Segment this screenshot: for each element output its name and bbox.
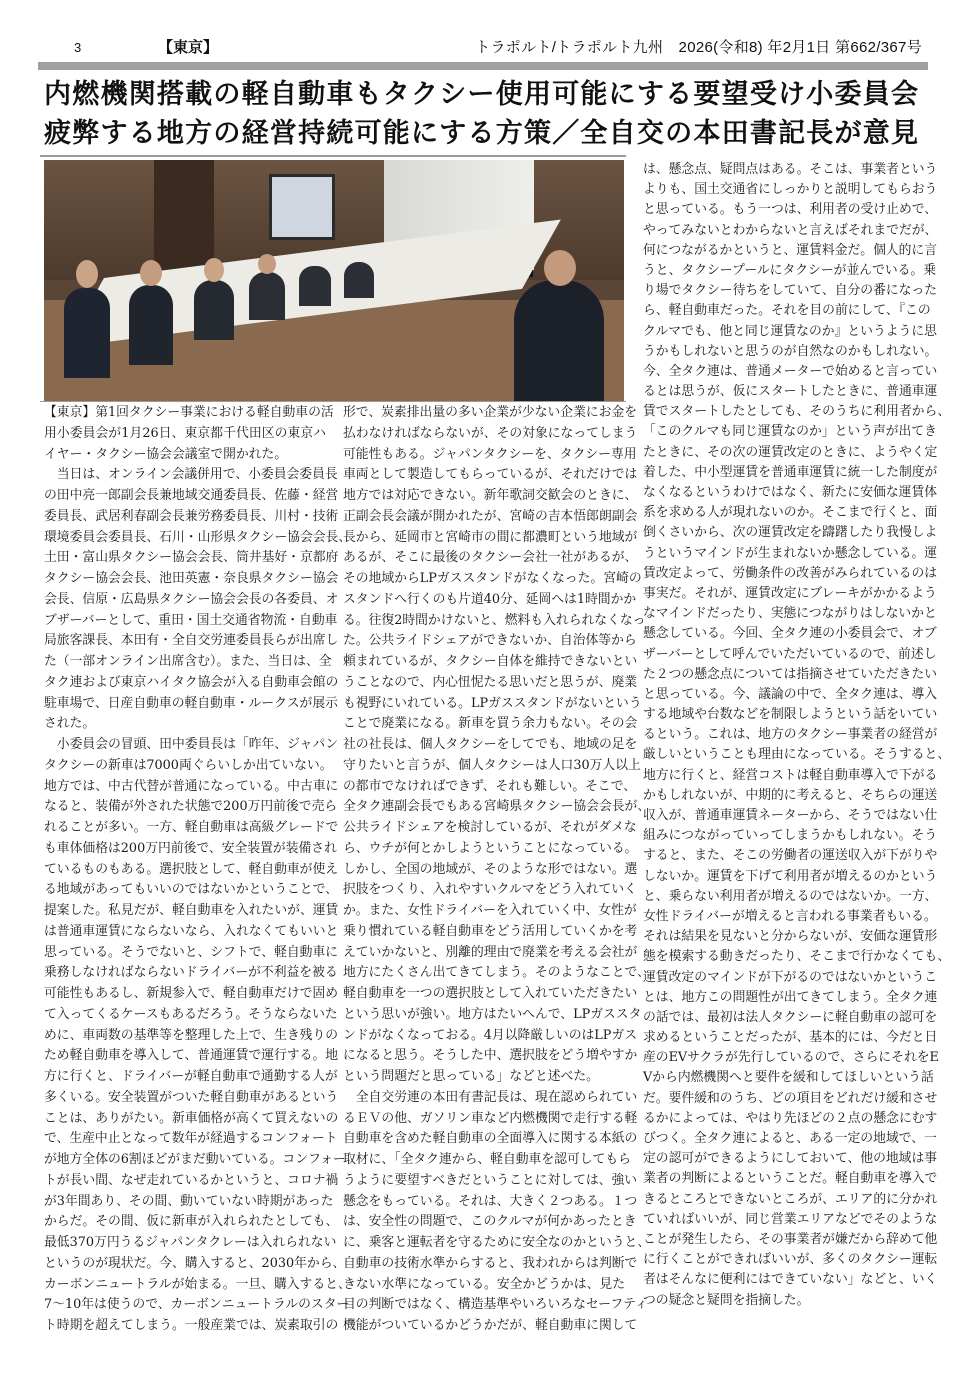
text-line: 地方では、中古代替が普通になっている。中古車に <box>44 778 339 794</box>
text-line: 7～10年は使うので、カーボンニュートラルのスター <box>44 1297 350 1313</box>
text-line: 多くいる。安全装置がついた軽自動車があるという <box>44 1089 339 1105</box>
text-line: うように要望すべきだということに対しては、強い <box>343 1172 638 1188</box>
text-line: 何につながるかというと、運賃料金だ。個人的に言 <box>643 242 938 258</box>
text-line: 収入が、普通車運賃ネーターから、そうではない仕 <box>643 808 938 823</box>
text-line: タクシー協会会長、池田英憲・奈良県タクシー協会 <box>44 571 339 586</box>
text-line: ら、軽自動車だった。それを目の前にして、『この <box>643 303 931 319</box>
text-line: 乗り慣れている軽自動車をどう活用していくかを考 <box>343 923 638 939</box>
text-line: に、乗客と運転者を守るために安全なのかというと、 <box>343 1235 651 1250</box>
article-column-1 <box>44 403 352 1337</box>
text-line: うことなので、内心忸怩たる思いだと思うが、廃業 <box>343 674 638 690</box>
text-line: クルマでも、他と同じ運賃なのか』というように思 <box>643 323 937 339</box>
text-line: すると、また、そこの労働者の運送収入が下がりや <box>643 848 938 864</box>
text-line: るとは思うが、仮にスタートしたときに、普通車運 <box>643 384 938 400</box>
article-column-2 <box>343 403 651 1337</box>
text-line: は、懸念点、疑問点はある。そこは、事業者という <box>643 162 938 177</box>
text-line: なマインドだったり、実態につながりはしないかと <box>643 606 937 622</box>
text-line: 社の社長は、個人タクシーをしてでも、地域の足を <box>343 737 638 752</box>
text-line: ため軽自動車を導入して、普通運賃で運行する。地 <box>44 1048 339 1064</box>
section-label: 【東京】 <box>158 39 219 56</box>
text-line: 系を求める人が現れないのか。そこまで行くと、面 <box>643 505 938 521</box>
text-line: るＥＶの他、ガソリン車など内燃機関で走行する軽 <box>343 1110 638 1126</box>
text-line: 定の認可ができるようにしておいて、他の地域は事 <box>643 1151 938 1167</box>
text-line: 守りたいと言うが、個人タクシーは人口30万人以上 <box>343 757 641 773</box>
text-line: きるところとできないところが、エリア的に分かれ <box>643 1191 938 1207</box>
text-line: り場でタクシー待ちをしていて、自分の番になった <box>643 283 938 299</box>
text-line: ら、ウチが何とかしようということになっている。 <box>343 840 638 856</box>
text-line: 目の判断ではなく、構造基準やいろいろなセーフティ <box>343 1297 648 1313</box>
text-line: きない水準になっている。安全かどうかは、見た <box>343 1276 625 1292</box>
text-line: 形で、炭素排出量の多い企業が少ない企業にお金を <box>343 405 638 420</box>
text-line: その地域からLPガススタンドがなくなった。宮崎の <box>343 571 642 586</box>
paragraph <box>343 403 651 1088</box>
text-line: る。往復2時間かけないと、燃料も入れられなくなっ <box>343 612 646 628</box>
text-line: 長から、延岡市と宮崎市の間に都濃町という地域が <box>343 529 638 545</box>
text-line: やってみないとわからないと言えばそれまでだが、 <box>643 222 938 238</box>
text-line: 【東京】第1回タクシー事業における軽自動車の活 <box>44 405 334 420</box>
text-line: 取材に、「全タク連から、軽自動車を認可してもら <box>343 1152 631 1167</box>
text-line: 当日は、オンライン会議併用で、小委員会委員長 <box>44 467 338 483</box>
text-line: 組みにつながっていってしまうかもしれない。そう <box>643 828 938 844</box>
text-line: で、生産中止となって数年が経過するコンフォート <box>44 1131 338 1147</box>
text-line: 方に行くと、ドライバーが軽自動車で通勤する人が <box>44 1069 338 1084</box>
text-line: つの疑念と疑問を指摘した。 <box>643 1292 810 1308</box>
text-line: 公共ライドシェアを検討しているが、それがダメな <box>343 820 637 835</box>
headline-line-1: 内燃機関搭載の軽自動車もタクシー使用可能にする要望受け小委員会 <box>44 79 918 110</box>
text-line: からだ。その間、仮に新車が入れられたとしても、 <box>44 1214 339 1230</box>
text-line: うかもしれないと思うのが自然なのかもしれない。 <box>643 343 938 359</box>
text-line: びつく。全タク連によると、ある一定の地域で、一 <box>643 1131 937 1146</box>
text-line: 環境委員会委員長、石川・山形県タクシー協会会長、 <box>44 529 352 545</box>
text-line: 懸念している。今回、全タク連の小委員会で、オブ <box>643 626 937 642</box>
text-line: 地方にたくさん出てきてしまう。そのようなことで、 <box>343 965 650 981</box>
text-line: 正副会長会議が開かれたが、宮崎の吉本悟郎朗副会 <box>343 508 638 524</box>
text-line: よりも、国土交通省にしっかりと説明してもらおう <box>643 182 938 198</box>
text-line: 会長、信原・広島県タクシー協会会長の各委員、オ <box>44 591 339 607</box>
header-rule <box>38 62 928 70</box>
text-line: の都市でなければできず、それも難しい。そこで、 <box>343 778 637 794</box>
page-number: 3 <box>74 40 82 55</box>
text-line: 賃でスタートしたとしても、そのうちに利用者から、 <box>643 404 951 420</box>
text-line: ト時期を超えてしまう。一般産業では、炭素取引の <box>44 1318 339 1333</box>
text-line: も視野にいれている。LPガススタンドがないという <box>343 695 642 711</box>
text-line: というのが現状だ。今、購入すると、2030年から、 <box>44 1255 346 1271</box>
text-line: 懸念をもっている。それは、大きく２つある。１つ <box>343 1193 638 1209</box>
text-line: る地域があってもいいのではないかということで、 <box>44 882 338 898</box>
text-line: 産のEVサクラが先行しているので、さらにそれをE <box>643 1050 939 1066</box>
text-line: と思っている。もう一つは、利用者の受け止めで、 <box>643 202 938 218</box>
meeting-photo <box>44 160 624 402</box>
text-line: 着した、中小型運賃を普通車運賃に統一した制度が <box>643 464 938 480</box>
text-line: うと、タクシープールにタクシーが並んでいる。乗 <box>643 262 937 278</box>
text-line: ことで廃業になる。新車を買う余力もない。その会 <box>343 716 638 732</box>
text-line: 駐車場で、日産自動車の軽自動車・ルークスが展示 <box>44 695 338 711</box>
text-line: 軽自動車を一つの選択肢として入れていただきたい <box>343 986 638 1001</box>
text-line: 「このクルマも同じ運賃なのか」という声が出てき <box>643 424 937 440</box>
text-line: 土田・富山県タクシー協会会長、筒井基好・京都府 <box>44 550 339 566</box>
text-line: は普通車運賃にならないなら、入れなくてもいいと <box>44 923 339 939</box>
text-line: しかし、全国の地域が、そのような形ではない。選 <box>343 861 638 877</box>
text-line: カーボンニュートラルが始まる。一旦、購入すると、 <box>44 1276 351 1292</box>
text-line: とは、地方この問題性が出てきてしまう。全タク連 <box>643 989 938 1005</box>
text-line: 全自交労連の本田有書記長は、現在認められてい <box>343 1089 638 1105</box>
text-line: めに、車両数の基準等を整理した上で、生き残りの <box>44 1027 339 1043</box>
text-line: 業者の判断によるということだ。軽自動車を導入で <box>643 1171 938 1187</box>
text-line: 思っている。そうでないと、シフトで、軽自動車に <box>44 944 339 960</box>
text-line: 払わなければならないが、その対象になってしまう <box>343 425 638 441</box>
text-line: 車両として製造してもらっているが、それだけでは <box>343 467 638 483</box>
text-line: ていればいいが、同じ営業エリアなどでそのような <box>643 1211 938 1227</box>
column-top-rule <box>40 401 626 402</box>
text-line: ことが発生したら、その事業者が嫌だから辞めて他 <box>643 1231 938 1247</box>
text-line: タク連および東京ハイタク協会が入る自動車会館の <box>44 674 339 690</box>
text-line: 頼まれているが、タクシー自体を維持できないとい <box>343 654 638 669</box>
text-line: 今、全タク連は、普通メーターで始めると言ってい <box>643 363 938 379</box>
text-line: 機能がついているかどうかだが、軽自動車に関して <box>343 1318 638 1333</box>
text-line: るかによっては、やはり先ほどの２点の懸念にむす <box>643 1110 938 1126</box>
text-line: しないか。運賃を下げて利用者が増えるのかという <box>643 868 938 884</box>
text-line: という思いが強い。地方はたいへんで、LPガススタ <box>343 1006 642 1022</box>
text-line: ザーバーとして呼んでいただいているので、前述し <box>643 646 937 662</box>
paragraph <box>343 1088 651 1337</box>
text-line: 女性ドライバーが増えると言われる事業者もいる。 <box>643 908 937 924</box>
text-line: 可能性もあるし、新規参入で、軽自動車だけで固め <box>44 986 339 1001</box>
text-line: 倒くさいから、次の運賃改定を躊躇したり我慢しよ <box>643 525 938 541</box>
text-line: という問題だと思っている」などと述べた。 <box>343 1069 599 1084</box>
text-line: 可能性もある。ジャパンタクシーを、タクシー専用 <box>343 446 637 462</box>
text-line: たときに、その次の運賃改定のときに、ようやく定 <box>643 444 938 460</box>
text-line: 小委員会の冒頭、田中委員長は「昨年、ジャパン <box>44 737 339 752</box>
text-line: 者はそんなに便利にはできていない」などと、いく <box>643 1272 938 1288</box>
text-line: 賃改定よって、労働条件の改善がみられているのは <box>643 565 938 581</box>
text-line: うというマインドが生まれないか懸念している。運 <box>643 545 938 561</box>
text-line: の話では、最初は法人タクシーに軽自動車の認可を <box>643 1009 938 1025</box>
text-line: 地方に行くと、経営コストは軽自動車導入で下がる <box>643 767 938 783</box>
publication-dateline: トラポルト/トラポルト九州 2026(令和8) 年2月1日 第662/367号 <box>475 39 922 56</box>
text-line: 提案した。私見だが、軽自動車を入れたいが、運賃 <box>44 903 339 918</box>
text-line: ているものもある。選択肢として、軽自動車が使え <box>44 861 339 877</box>
text-line: が3年間あり、その間、動いていない時期があった <box>44 1193 334 1209</box>
text-line: と思っている。今、議論の中で、全タク連は、導入 <box>643 686 938 702</box>
text-line: た２つの懸念点については指摘させていただきたい <box>643 666 938 682</box>
text-line: か。また、女性ドライバーを入れていく中、女性が <box>343 903 637 918</box>
text-line: スタンドへ行くのも片道40分、延岡へは1時間かか <box>343 591 637 607</box>
article-column-3 <box>643 160 951 1311</box>
text-line: かもしれないが、中期的に考えると、そちらの運送 <box>643 787 938 803</box>
text-line: タクシーの新車は7000両ぐらいしか出ていない。 <box>44 757 333 773</box>
text-line: 自動車を含めた軽自動車の全面導入に関する本紙の <box>343 1131 638 1147</box>
text-line: 厳しいということも理由になっている。そうすると、 <box>643 747 951 763</box>
text-line: が地方全体の6割ほどがまだ動いている。コンフォー <box>44 1152 346 1167</box>
text-line: になると思う。そうした中、選択肢をどう増やすか <box>343 1048 638 1064</box>
paragraph <box>44 735 351 1337</box>
text-line: それは結果を見ないと分からないが、安価な運賃形 <box>643 929 938 945</box>
paragraph <box>643 160 951 1311</box>
text-line: 局旅客課長、本田有・全自交労連委員長らが出席し <box>44 633 339 649</box>
text-line: の田中亮一郎副会長兼地域交通委員長、佐藤・経営 <box>44 488 339 503</box>
text-line: は、安全性の問題で、このクルマが何かあったとき <box>343 1214 637 1230</box>
text-line: 求めるということだったが、基本的には、今だと日 <box>643 1030 938 1046</box>
text-line: ンドがなくなっておる。4月以降厳しいのはLPガス <box>343 1027 637 1043</box>
text-line: 択肢をつくり、入れやすいクルマをどう入れていく <box>343 882 637 898</box>
paragraph <box>44 465 352 735</box>
text-line: なると、装備が外された状態で200万円前後で売ら <box>44 799 338 815</box>
text-line: 乗務しなければならないドライバーが不利益を被る <box>44 965 338 981</box>
text-line: と、乗らない利用者が増えるのではないか。一方、 <box>643 888 938 904</box>
text-line: るという。これは、地方のタクシー事業者の経営が <box>643 727 938 743</box>
text-line: も車体価格は200万円前後で、安全装置が装備され <box>44 840 337 856</box>
text-line: だ。要件緩和のうち、どの項目をどれだけ緩和させ <box>643 1090 938 1106</box>
text-line: た（一部オンライン出席含む）。また、当日は、全 <box>44 654 332 669</box>
text-line: 自動車の技術水準からすると、我われからは判断で <box>343 1255 638 1271</box>
paragraph <box>44 403 334 465</box>
text-line: イヤー・タクシー協会会議室で開かれた。 <box>44 446 288 462</box>
text-line: ことは、ありがたい。新車価格が高くて買えないの <box>44 1110 339 1126</box>
text-line: Vから内燃機関へと要件を緩和してほしいという話 <box>643 1070 934 1086</box>
text-line: 事実だ。それが、運賃改定にブレーキがかかるよう <box>643 585 937 601</box>
text-line: 運賃改定のマインドが下がるのではないかというこ <box>643 969 938 985</box>
text-line: えていかないと、別離的理由で廃業を考える会社が <box>343 944 638 960</box>
text-line: 委員長、武居利春副会長兼労務委員長、川村・技術 <box>44 508 339 524</box>
text-line: 態を模索する動きだったり、そこまで行かなくても、 <box>643 949 951 965</box>
text-line: 地方では対応できない。新年歌詞交歓会のときに、 <box>343 488 638 503</box>
text-line: 全タク連副会長でもある宮崎県タクシー協会会長が、 <box>343 799 651 815</box>
text-line: 最低370万円うるジャパンタクレーは入れられない <box>44 1235 337 1250</box>
headline-line-2: 疲弊する地方の経営持続可能にする方策／全自交の本田書記長が意見 <box>44 118 918 149</box>
text-line: 用小委員会が1月26日、東京都千代田区の東京ハ <box>44 425 326 441</box>
text-line: れることが多い。一方、軽自動車は高級グレードで <box>44 820 339 835</box>
headline-rule <box>40 155 626 157</box>
text-line: に行くことができればいいが、多くのタクシー運転 <box>643 1252 938 1268</box>
text-line: なくなるというわけではなく、新たに安価な運賃体 <box>643 485 938 500</box>
text-line: あるが、そこに最後のタクシー会社一社があるが、 <box>343 550 638 566</box>
text-line: ブザーバーとして、重田・国土交通省物流・自動車 <box>44 612 338 628</box>
text-line: トが長い間、なぜ走れているかというと、コロナ禍 <box>44 1172 339 1188</box>
text-line: する地域や台数などを制限しようという話をいてい <box>643 707 938 723</box>
text-line: た。公共ライドシェアができないか、自治体等から <box>343 633 637 649</box>
text-line: て入ってくるケースもあるだろう。そうならないた <box>44 1006 338 1022</box>
text-line: された。 <box>44 716 96 732</box>
